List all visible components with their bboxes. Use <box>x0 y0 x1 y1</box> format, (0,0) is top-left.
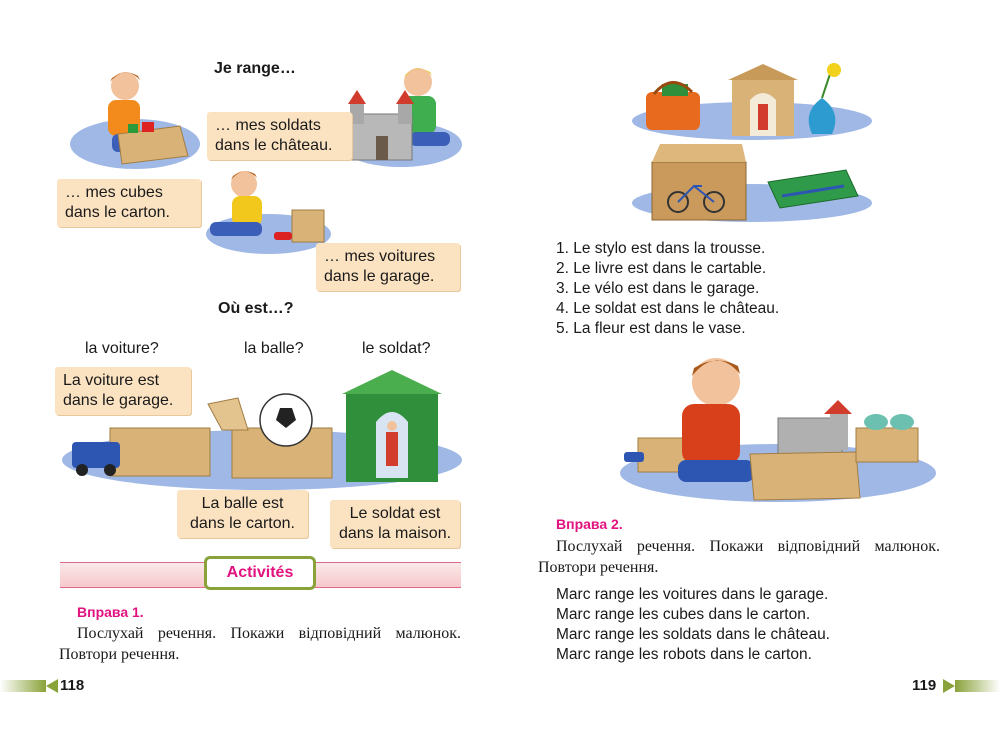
exercise-1-title: Вправа 1. <box>77 604 144 620</box>
footer-bar-left <box>0 680 46 692</box>
illustration-marc-toys <box>620 352 936 504</box>
sentence-item: 2. Le livre est dans le cartable. <box>556 260 767 277</box>
bubble-cubes: … mes cubes dans le carton. <box>57 179 201 227</box>
arrow-left-icon <box>46 679 58 693</box>
illustration-bag-house-vase <box>632 62 872 140</box>
exercise-1-text: Послухай речення. Покажи відповідний малюнок. Повтори речення. <box>59 625 461 663</box>
activites-badge <box>204 556 316 590</box>
exercise-2-title: Вправа 2. <box>556 516 623 532</box>
question-voiture: la voiture? <box>85 340 159 357</box>
answer-voiture: La voiture est dans le garage. <box>55 367 191 415</box>
answer-soldat: Le soldat est dans la maison. <box>330 500 460 548</box>
sentence-item: 5. La fleur est dans le vase. <box>556 320 746 337</box>
illustration-boy-cubes <box>70 64 200 176</box>
exercise-2-text: Послухай речення. Покажи відповідний малюнок. Повтори речення. <box>538 538 940 576</box>
answer-balle: La balle est dans le carton. <box>177 490 308 538</box>
heading-ou-est: Où est…? <box>218 300 294 317</box>
marc-sentence-item: Marc range les robots dans le carton. <box>556 646 812 663</box>
illustration-boy-castle <box>340 62 462 172</box>
marc-sentence-item: Marc range les soldats dans le château. <box>556 626 830 643</box>
heading-je-range: Je range… <box>214 60 296 77</box>
sentence-item: 3. Le vélo est dans le garage. <box>556 280 760 297</box>
marc-sentences-list <box>556 585 830 665</box>
page-number-right: 119 <box>912 677 937 694</box>
arrow-right-icon <box>943 679 955 693</box>
sentences-list <box>556 239 779 339</box>
activites-label: Activités <box>226 564 294 581</box>
sentence-item: 1. Le stylo est dans la trousse. <box>556 240 766 257</box>
illustration-boy-cars <box>196 166 331 256</box>
page-number-left: 118 <box>60 677 85 694</box>
sentence-item: 4. Le soldat est dans le château. <box>556 300 780 317</box>
bubble-soldats: … mes soldats dans le château. <box>207 112 352 160</box>
marc-sentence-item: Marc range les voitures dans le garage. <box>556 586 829 603</box>
question-balle: la balle? <box>244 340 304 357</box>
footer-bar-right <box>955 680 1000 692</box>
marc-sentence-item: Marc range les cubes dans le carton. <box>556 606 811 623</box>
bubble-voitures: … mes voitures dans le garage. <box>316 243 460 291</box>
illustration-bike-pencilcase <box>632 140 872 222</box>
question-soldat: le soldat? <box>362 340 431 357</box>
